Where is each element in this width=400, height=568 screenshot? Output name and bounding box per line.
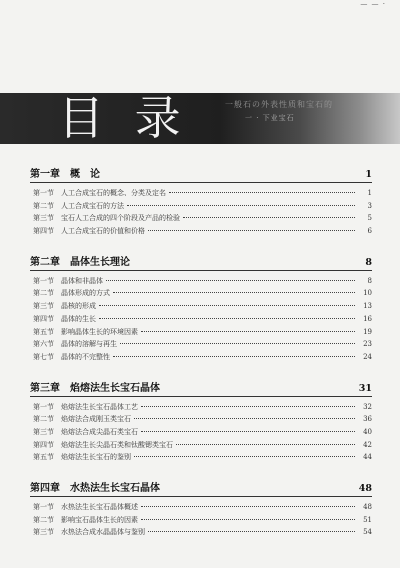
section-page-number: 54: [363, 528, 372, 537]
chapter-number: 第一章: [30, 169, 60, 180]
chapter-heading[interactable]: [30, 165, 372, 183]
section-title: 焰熔法合成刚玉类宝石: [61, 415, 131, 424]
section-title: 水热法合成水晶晶体与鉴别: [61, 528, 145, 537]
section-entry[interactable]: [30, 452, 372, 465]
section-entry[interactable]: [30, 213, 372, 226]
section-title: 焰熔法生长宝石晶体工艺: [61, 402, 138, 411]
dot-leader: [113, 292, 355, 293]
section-entry[interactable]: [30, 352, 372, 365]
chapter-page-number: 31: [358, 382, 372, 394]
chapter-name: 概 论: [70, 169, 100, 180]
table-of-contents: [30, 165, 372, 554]
chapter-heading[interactable]: [30, 379, 372, 397]
section-number: 第四节: [33, 227, 54, 236]
section-number: 第一节: [33, 503, 54, 511]
dot-leader: [134, 456, 355, 457]
chapter-name: 晶体生长理论: [70, 256, 130, 268]
contents-banner: [0, 93, 400, 144]
chapter-block: [30, 165, 372, 239]
dot-leader: [113, 356, 355, 357]
section-page-number: 6: [367, 227, 372, 236]
chapter-title: [30, 253, 130, 268]
section-page-number: 8: [367, 276, 372, 285]
page-corner-mark: — — ·: [360, 0, 386, 8]
section-page-number: 48: [363, 503, 372, 511]
chapter-heading[interactable]: [30, 479, 372, 497]
chapter-title: [30, 165, 100, 180]
dot-leader: [141, 519, 355, 520]
section-number: 第四节: [33, 440, 54, 449]
section-title: 宝石人工合成的四个阶段及产品的检验: [61, 214, 180, 223]
section-entry[interactable]: [30, 339, 372, 352]
section-number: 第六节: [33, 340, 54, 349]
section-page-number: 40: [363, 427, 372, 436]
section-page-number: 1: [367, 189, 372, 197]
section-number: 第五节: [33, 327, 54, 336]
section-number: 第三节: [33, 427, 54, 436]
section-list: [30, 402, 372, 465]
dot-leader: [169, 192, 355, 193]
section-title: 人工合成宝石的概念、分类及定名: [61, 189, 166, 197]
section-entry[interactable]: [30, 226, 372, 239]
section-number: 第五节: [33, 453, 54, 462]
dot-leader: [134, 418, 355, 419]
section-title: 焰熔法生长尖晶石类和钛酸锶类宝石: [61, 440, 173, 449]
section-page-number: 42: [363, 440, 372, 449]
chapter-page-number: 48: [358, 483, 372, 494]
section-entry[interactable]: [30, 301, 372, 314]
section-number: 第二节: [33, 415, 54, 424]
section-entry[interactable]: [30, 276, 372, 289]
section-list: [30, 502, 372, 540]
section-number: 第一节: [33, 402, 54, 411]
section-number: 第二节: [33, 201, 54, 210]
dot-leader: [99, 305, 355, 306]
chapter-name: 水热法生长宝石晶体: [70, 483, 160, 494]
dot-leader: [148, 230, 355, 231]
section-entry[interactable]: [30, 327, 372, 340]
section-page-number: 10: [363, 289, 372, 298]
section-number: 第二节: [33, 515, 54, 524]
contents-title: 目 录: [58, 91, 189, 145]
dot-leader: [141, 506, 355, 507]
section-title: 晶体的生长: [61, 314, 96, 323]
section-page-number: 5: [367, 214, 372, 223]
section-entry[interactable]: [30, 515, 372, 528]
section-entry[interactable]: [30, 502, 372, 515]
section-entry[interactable]: [30, 414, 372, 427]
section-page-number: 44: [363, 453, 372, 462]
banner-faint-text: 一般石の外表性质和宝石的: [225, 100, 333, 109]
chapter-heading[interactable]: [30, 253, 372, 271]
dot-leader: [141, 431, 355, 432]
section-title: 人工合成宝石的方法: [61, 201, 124, 210]
chapter-number: 第二章: [30, 256, 60, 268]
section-number: 第七节: [33, 352, 54, 361]
section-title: 水热法生长宝石晶体概述: [61, 503, 138, 511]
chapter-title: [30, 479, 160, 494]
section-entry[interactable]: [30, 427, 372, 440]
section-title: 焰熔法合成尖晶石类宝石: [61, 427, 138, 436]
chapter-page-number: 8: [365, 256, 372, 268]
section-page-number: 23: [363, 340, 372, 349]
dot-leader: [176, 444, 355, 445]
section-title: 晶体和非晶体: [61, 276, 103, 285]
section-entry[interactable]: [30, 314, 372, 327]
chapter-name: 焰熔法生长宝石晶体: [70, 382, 160, 394]
chapter-page-number: 1: [365, 169, 372, 180]
section-title: 影响宝石晶体生长的因素: [61, 515, 138, 524]
section-number: 第一节: [33, 276, 54, 285]
section-entry[interactable]: [30, 527, 372, 540]
chapter-block: [30, 379, 372, 465]
section-entry[interactable]: [30, 188, 372, 201]
section-page-number: 16: [363, 314, 372, 323]
section-number: 第三节: [33, 528, 54, 537]
section-page-number: 13: [363, 302, 372, 311]
banner-faint-text-2: 一 · 下业宝石: [245, 114, 295, 122]
chapter-number: 第四章: [30, 483, 60, 494]
dot-leader: [99, 318, 355, 319]
section-title: 晶体形成的方式: [61, 289, 110, 298]
section-page-number: 3: [367, 201, 372, 210]
section-page-number: 32: [363, 402, 372, 411]
dot-leader: [106, 280, 355, 281]
section-list: [30, 188, 372, 239]
section-title: 晶核的形成: [61, 302, 96, 311]
dot-leader: [120, 343, 355, 344]
chapter-block: [30, 253, 372, 365]
section-number: 第四节: [33, 314, 54, 323]
section-number: 第二节: [33, 289, 54, 298]
section-entry[interactable]: [30, 288, 372, 301]
section-number: 第一节: [33, 189, 54, 197]
section-title: 人工合成宝石的价值和价格: [61, 227, 145, 236]
chapter-title: [30, 379, 160, 394]
dot-leader: [127, 205, 355, 206]
section-title: 焰熔法生长宝石的鉴别: [61, 453, 131, 462]
section-page-number: 19: [363, 327, 372, 336]
section-title: 影响晶体生长的环境因素: [61, 327, 138, 336]
section-page-number: 24: [363, 352, 372, 361]
section-page-number: 51: [363, 515, 372, 524]
dot-leader: [141, 331, 355, 332]
section-number: 第三节: [33, 214, 54, 223]
section-entry[interactable]: [30, 402, 372, 415]
dot-leader: [141, 406, 355, 407]
section-list: [30, 276, 372, 365]
section-title: 晶体的不完整性: [61, 352, 110, 361]
section-title: 晶体的溶解与再生: [61, 340, 117, 349]
chapter-block: [30, 479, 372, 540]
chapter-number: 第三章: [30, 382, 60, 394]
dot-leader: [148, 531, 355, 532]
section-entry[interactable]: [30, 201, 372, 214]
section-page-number: 36: [363, 415, 372, 424]
dot-leader: [183, 217, 355, 218]
section-entry[interactable]: [30, 440, 372, 453]
section-number: 第三节: [33, 302, 54, 311]
